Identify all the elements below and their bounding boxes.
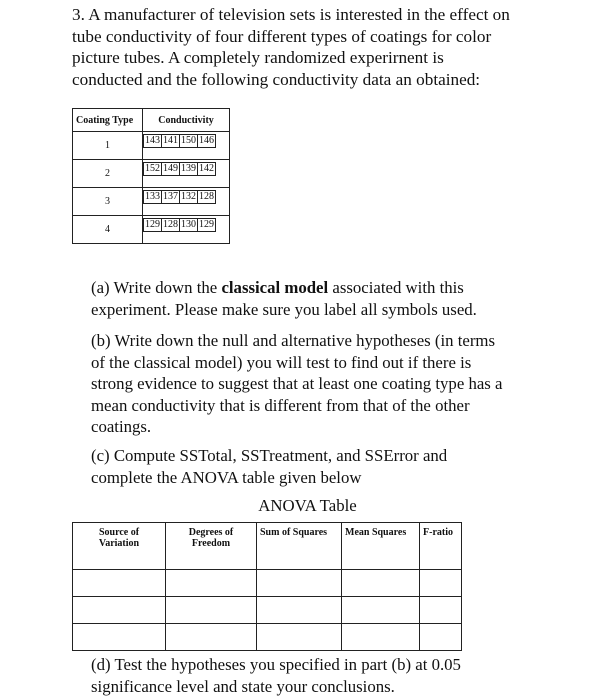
part-a	[91, 277, 611, 320]
part-a-line: experiment. Please make sure you label all symbols used.	[91, 299, 477, 319]
empty-cell	[420, 570, 462, 597]
conductivity-header: Conductivity	[143, 109, 230, 132]
value-cell: 129	[145, 219, 160, 230]
part-c	[91, 445, 611, 488]
value-cell: 146	[199, 135, 214, 146]
value-cell: 137	[163, 191, 178, 202]
part-b-line: mean conductivity that is different from that of the other	[91, 395, 470, 415]
ms-header: Mean Squares	[342, 523, 420, 570]
part-b-line: of the classical model) you will test to find out if there is	[91, 352, 472, 372]
anova-table	[72, 522, 462, 651]
value-cell: 150	[181, 135, 196, 146]
conductivity-values	[143, 132, 230, 160]
conductivity-table	[72, 108, 230, 244]
empty-cell	[73, 597, 166, 624]
empty-cell	[420, 597, 462, 624]
empty-cell	[342, 597, 420, 624]
empty-cell	[342, 624, 420, 651]
anova-title: ANOVA Table	[258, 496, 357, 515]
table-row	[73, 570, 462, 597]
value-cell: 143	[145, 135, 160, 146]
empty-cell	[257, 624, 342, 651]
empty-cell	[420, 624, 462, 651]
table-row	[73, 132, 230, 160]
f-header: F-ratio	[420, 523, 462, 570]
value-cell: 152	[145, 163, 160, 174]
empty-cell	[73, 624, 166, 651]
part-a-bold: classical model	[221, 278, 329, 297]
value-cell: 129	[199, 219, 214, 230]
source-header-line1: Source of	[98, 527, 140, 538]
coating-type-cell: 1	[73, 132, 143, 160]
value-cell: 141	[163, 135, 178, 146]
conductivity-values	[143, 188, 230, 216]
table-row	[73, 188, 230, 216]
part-a-suffix: associated with this	[328, 278, 464, 297]
table-row	[73, 597, 462, 624]
empty-cell	[257, 597, 342, 624]
source-header	[73, 523, 166, 570]
intro-line: tube conductivity of four different types of coatings for color	[72, 26, 492, 46]
intro-line: 3. A manufacturer of television sets is interested in the effect on	[72, 5, 510, 24]
coating-type-header: Coating Type	[73, 109, 143, 132]
conductivity-values	[143, 216, 230, 244]
value-cell: 139	[181, 163, 196, 174]
part-b-line: strong evidence to suggest that at least one coating type has a	[91, 374, 503, 393]
intro-line: conducted and the following conductivity data an obtained:	[72, 69, 481, 89]
value-cell: 128	[163, 219, 178, 230]
coating-type-cell: 4	[73, 216, 143, 244]
table-row	[73, 160, 230, 188]
empty-cell	[73, 570, 166, 597]
value-cell: 132	[181, 191, 196, 202]
intro-line: picture tubes. A completely randomized experirnent is	[72, 48, 444, 67]
coating-type-cell: 3	[73, 188, 143, 216]
part-a-prefix: (a) Write down the	[91, 278, 222, 297]
value-cell: 128	[199, 191, 214, 202]
empty-cell	[166, 624, 257, 651]
part-d-line: significance level and state your conclusions.	[91, 676, 395, 696]
problem-intro	[72, 4, 612, 90]
part-c-line: (c) Compute SSTotal, SSTreatment, and SSError and	[91, 446, 448, 465]
part-d-line: (d) Test the hypotheses you specified in part (b) at 0.05	[91, 655, 461, 674]
df-header-line2: Freedom	[191, 538, 231, 549]
conductivity-table-header	[73, 109, 230, 132]
part-c-line: complete the ANOVA table given below	[91, 467, 362, 487]
value-cell: 130	[181, 219, 196, 230]
part-b	[91, 330, 611, 438]
df-header	[166, 523, 257, 570]
part-b-line: (b) Write down the null and alternative hypotheses (in terms	[91, 331, 495, 350]
part-b-line: coatings.	[91, 417, 152, 436]
empty-cell	[166, 570, 257, 597]
table-row	[73, 624, 462, 651]
part-d	[91, 654, 611, 697]
ss-header: Sum of Squares	[257, 523, 342, 570]
conductivity-values	[143, 160, 230, 188]
anova-header-row	[73, 523, 462, 570]
empty-cell	[342, 570, 420, 597]
empty-cell	[257, 570, 342, 597]
source-header-line2: Variation	[98, 538, 140, 549]
coating-type-cell: 2	[73, 160, 143, 188]
table-row	[73, 216, 230, 244]
value-cell: 142	[199, 163, 214, 174]
df-header-line1: Degrees of	[188, 527, 234, 538]
empty-cell	[166, 597, 257, 624]
value-cell: 149	[163, 163, 178, 174]
part-a-line	[91, 277, 611, 299]
value-cell: 133	[145, 191, 160, 202]
